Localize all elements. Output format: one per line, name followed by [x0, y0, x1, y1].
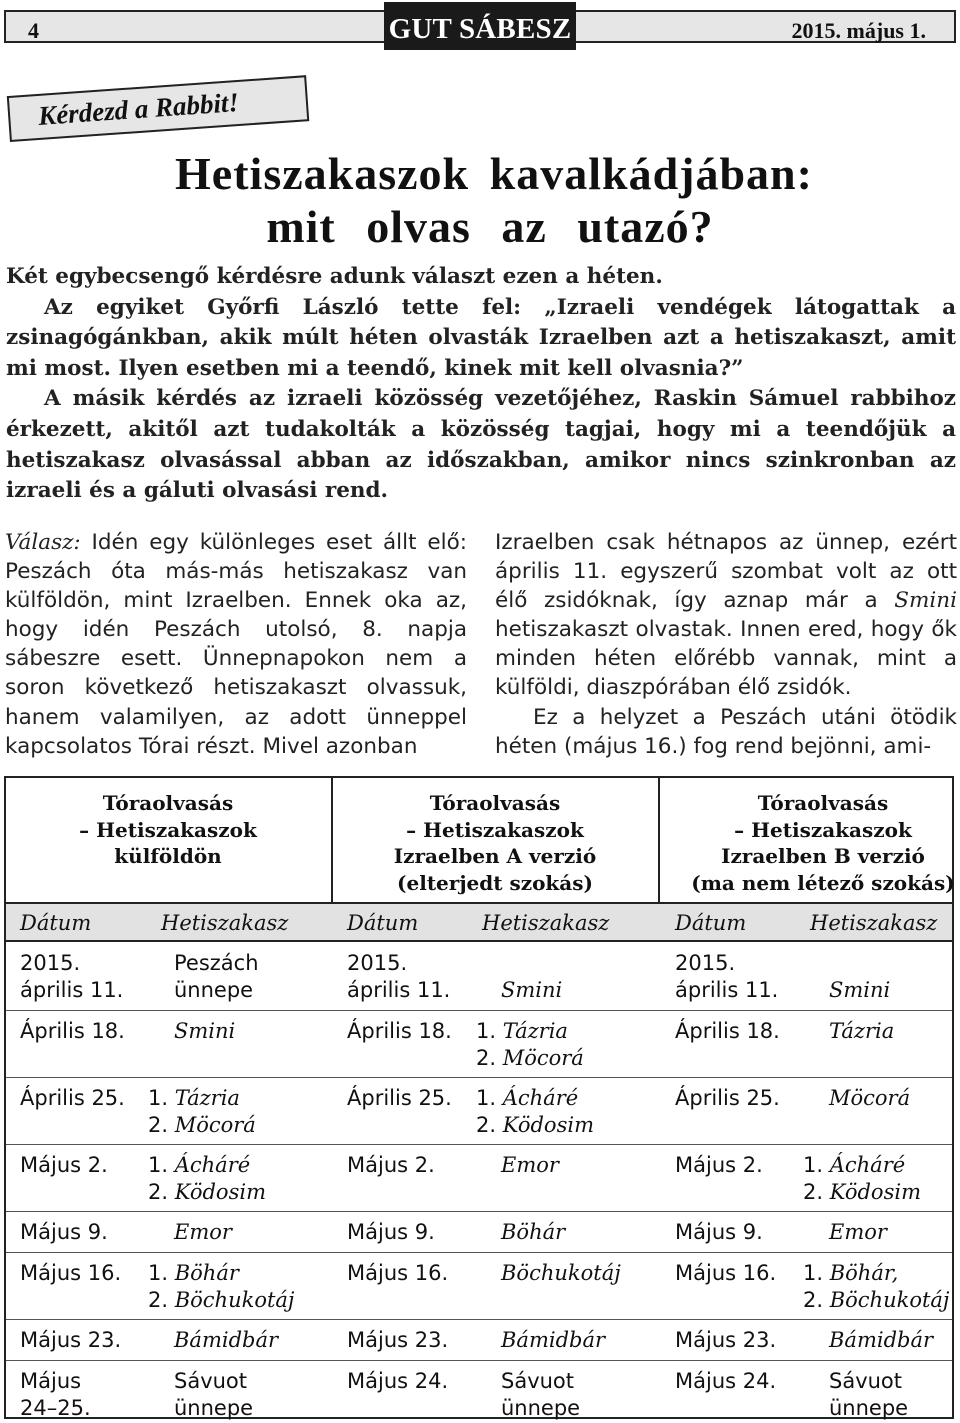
row-date: Április 18.	[20, 1019, 125, 1043]
row-portion: Böhár	[501, 1220, 566, 1244]
subheader-date: Dátum	[675, 911, 747, 935]
column-divider	[658, 778, 660, 902]
headline-line-2: mit olvas az utazó?	[266, 201, 714, 252]
row-date: Április 25.	[347, 1086, 452, 1110]
row-portion: Peszách ünnepe	[174, 951, 259, 1002]
table-row	[6, 1319, 952, 1360]
answer-text-left: Idén egy különleges eset állt elő: Peszách óta más-más hetiszakasz van külföldön, mint Izraelben. Ennek oka az, hogy idén Peszách utolsó, 8. napja sábeszre esett. Ünnepnapokon nem a soron következő hetiszakaszt olvassuk, hanem valamilyen, az adott ünneppel kapcsolatos Tórai részt. Mivel azonban	[5, 530, 467, 759]
intro-paragraph-1: Két egybecsengő kérdésre adunk választ ezen a héten.	[6, 264, 663, 289]
row-date: Április 25.	[20, 1086, 125, 1110]
table-row	[6, 942, 952, 1010]
row-portion: Emor	[829, 1220, 887, 1244]
row-portion: Sávuot ünnepe	[501, 1369, 581, 1420]
row-date: 2015. április 11.	[20, 951, 124, 1002]
row-date: Május 24.	[675, 1369, 777, 1393]
row-date: Május 24–25.	[20, 1369, 91, 1420]
row-portion: Bámidbár	[501, 1328, 606, 1352]
issue-date: 2015. május 1.	[791, 18, 926, 43]
row-date: Május 9.	[347, 1220, 435, 1244]
row-date: Május 16.	[675, 1261, 777, 1285]
intro-paragraph-2: Az egyiket Győrfi László tette fel: „Izraeli vendégek látogattak a zsinagógánkban, akik múlt héten olvasták Izraelben azt a hetiszakaszt, amit mi most. Ilyen esetben mi a teendő, kinek mit kell olvasnia?”	[6, 294, 956, 381]
answer-column-right	[495, 528, 957, 761]
table-row	[6, 1360, 952, 1420]
headline-line-1: Hetiszakaszok kavalkádjában:	[175, 148, 813, 199]
column-divider	[331, 778, 333, 902]
column-header-israel-b: Tóraolvasás – Hetiszakaszok Izraelben B verzió (ma nem létező szokás)	[691, 791, 955, 895]
row-portion: Emor	[501, 1153, 559, 1177]
table-row	[6, 1252, 952, 1319]
table-subheader	[6, 902, 952, 942]
row-date: Május 9.	[675, 1220, 763, 1244]
subheader-date: Dátum	[347, 911, 419, 935]
table-row	[6, 1144, 952, 1211]
section-badge-label: Kérdezd a Rabbit!	[37, 86, 240, 131]
row-date: Április 25.	[675, 1086, 780, 1110]
row-date: Május 2.	[20, 1153, 108, 1177]
answer-text-right-para-2: Ez a helyzet a Peszách utáni ötödik héten (május 16.) fog rend bejönni, ami-	[495, 704, 957, 759]
row-portion: 1. Ácháré 2. Ködosim	[148, 1153, 266, 1204]
page-number: 4	[28, 18, 39, 43]
row-portion: Smini	[174, 1019, 236, 1043]
subheader-portion: Hetiszakasz	[482, 911, 610, 935]
answer-label: Válasz:	[5, 530, 81, 555]
subheader-date: Dátum	[20, 911, 92, 935]
row-portion: Möcorá	[829, 1086, 911, 1110]
row-date: 2015. április 11.	[675, 951, 779, 1002]
row-portion: Tázria	[829, 1019, 895, 1043]
subheader-portion: Hetiszakasz	[810, 911, 938, 935]
section-badge	[7, 75, 309, 142]
row-portion: Emor	[174, 1220, 232, 1244]
intro-paragraph-3: A másik kérdés az izraeli közösség vezetőjéhez, Raskin Sámuel rabbihoz érkezett, akitől azt tudakolták a közösség tagjai, hogy mi a teendőjük a hetiszakasz olvasással abban az időszakban, amikor nincs szinkronban az izraeli és a gáluti olvasási rend.	[6, 386, 956, 504]
publication-title: GUT SÁBESZ	[384, 2, 576, 50]
answer-text-right-italic: Smini	[894, 588, 957, 614]
row-date: Május 16.	[347, 1261, 449, 1285]
answer-text-right-b: hetiszakaszt olvastak. Innen ered, hogy ők minden héten előrébb vannak, mint a külföldi, diaszpórában élő zsidók.	[495, 617, 957, 701]
row-date: Május 23.	[347, 1328, 449, 1352]
column-header-abroad: Tóraolvasás – Hetiszakaszok külföldön	[79, 791, 257, 868]
row-portion: Böchukotáj	[501, 1261, 621, 1285]
table-row	[6, 1211, 952, 1252]
torah-reading-table	[4, 776, 954, 1419]
table-row	[6, 1077, 952, 1144]
row-portion: Bámidbár	[829, 1328, 934, 1352]
row-date: Május 23.	[20, 1328, 122, 1352]
row-portion: 1. Ácháré 2. Ködosim	[803, 1153, 921, 1204]
row-date: 2015. április 11.	[347, 951, 451, 1002]
row-portion: 1. Tázria 2. Möcorá	[148, 1086, 256, 1137]
row-date: Május 23.	[675, 1328, 777, 1352]
table-row	[6, 1010, 952, 1077]
row-portion: Bámidbár	[174, 1328, 279, 1352]
row-portion: 1. Ácháré 2. Ködosim	[476, 1086, 594, 1137]
column-header-israel-a: Tóraolvasás – Hetiszakaszok Izraelben A verzió (elterjedt szokás)	[393, 791, 597, 895]
row-date: Április 18.	[347, 1019, 452, 1043]
row-portion: Sávuot ünnepe	[829, 1369, 909, 1420]
answer-text-right-a: Izraelben csak hétnapos az ünnep, ezért április 11. egyszerű szombat volt az ott élő zsidóknak, így aznap már a	[495, 530, 957, 614]
row-date: Május 2.	[347, 1153, 435, 1177]
row-date: Május 9.	[20, 1220, 108, 1244]
row-portion: Sávuot ünnepe	[174, 1369, 254, 1420]
row-portion: 1. Böhár 2. Böchukotáj	[148, 1261, 295, 1312]
row-portion: Smini	[829, 977, 891, 1002]
subheader-portion: Hetiszakasz	[161, 911, 289, 935]
answer-column-left	[5, 528, 467, 761]
intro-block	[6, 262, 956, 507]
row-date: Május 2.	[675, 1153, 763, 1177]
row-date: Április 18.	[675, 1019, 780, 1043]
row-date: Május 24.	[347, 1369, 449, 1393]
row-portion: 1. Tázria 2. Möcorá	[476, 1019, 584, 1070]
row-portion: Smini	[501, 977, 563, 1002]
row-date: Május 16.	[20, 1261, 122, 1285]
row-portion: 1. Böhár, 2. Böchukotáj	[803, 1261, 950, 1312]
